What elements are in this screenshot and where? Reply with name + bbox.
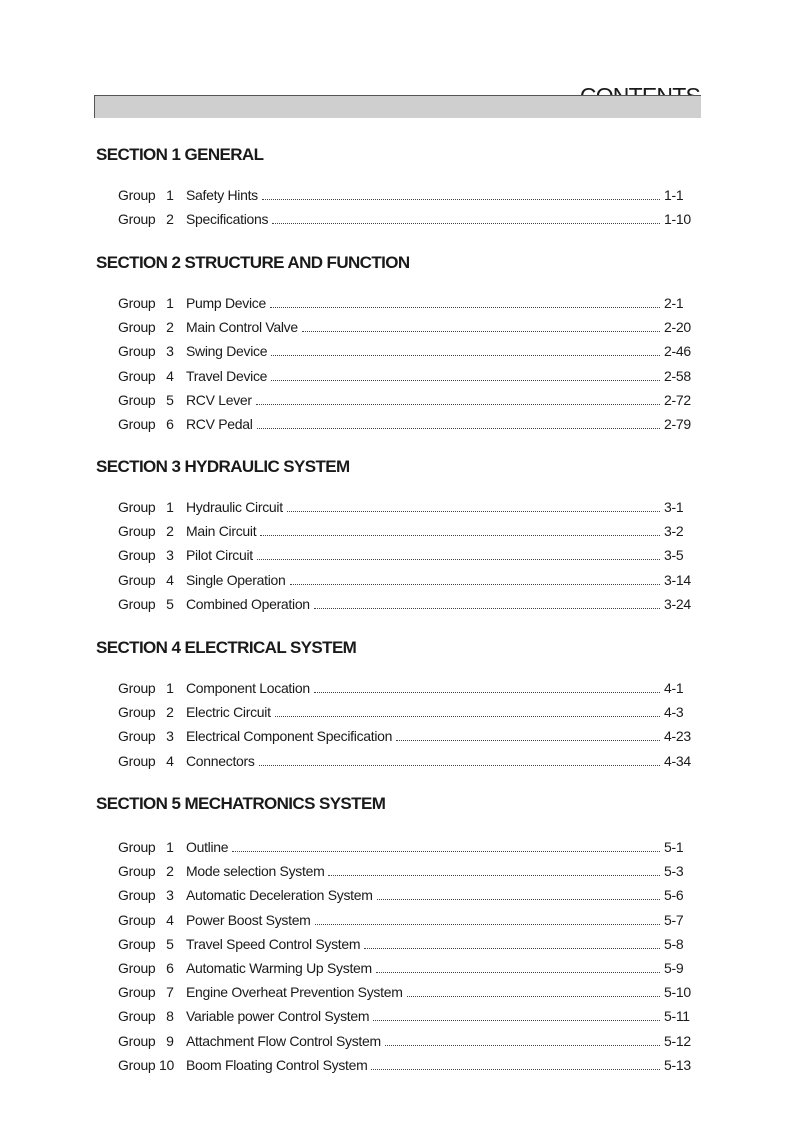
toc-entry[interactable] xyxy=(96,568,696,592)
toc-entry[interactable] xyxy=(96,859,696,883)
dot-leader xyxy=(371,1068,660,1070)
toc-entry[interactable] xyxy=(96,1004,696,1028)
page-number: 4-3 xyxy=(664,704,684,721)
toc-entry[interactable] xyxy=(96,183,696,207)
toc-entry[interactable] xyxy=(96,883,696,907)
toc-entry[interactable] xyxy=(96,339,696,363)
group-label: Group 5 xyxy=(118,935,174,952)
entry-title: Attachment Flow Control System xyxy=(186,1032,381,1049)
group-label: Group 8 xyxy=(118,1008,174,1025)
group-label: Group 2 xyxy=(118,863,174,880)
page-number: 2-20 xyxy=(664,319,691,336)
entry-title: RCV Lever xyxy=(186,391,252,408)
group-label: Group 5 xyxy=(118,595,174,612)
dot-leader xyxy=(262,198,660,200)
page-number: 3-2 xyxy=(664,523,684,540)
dot-leader xyxy=(290,583,661,585)
page-number: 5-9 xyxy=(664,959,684,976)
dot-leader xyxy=(328,874,660,876)
toc-entry[interactable] xyxy=(96,724,696,748)
toc-section xyxy=(96,636,696,773)
toc-section xyxy=(96,455,696,616)
entry-title: Electric Circuit xyxy=(186,704,271,721)
toc-entry[interactable] xyxy=(96,676,696,700)
toc-section xyxy=(96,251,696,436)
dot-leader xyxy=(314,607,660,609)
group-label: Group 1 xyxy=(118,839,174,855)
group-label: Group 5 xyxy=(118,391,174,408)
dot-leader xyxy=(314,691,660,693)
group-label: Group 2 xyxy=(118,523,174,540)
dot-leader xyxy=(256,403,660,405)
group-label: Group 9 xyxy=(118,1032,174,1049)
dot-leader xyxy=(257,427,660,429)
group-label: Group 3 xyxy=(118,547,174,564)
entry-title: RCV Pedal xyxy=(186,415,253,432)
toc-entry[interactable] xyxy=(96,1053,696,1077)
entry-title: Engine Overheat Prevention System xyxy=(186,984,403,1001)
entry-title: Safety Hints xyxy=(186,187,258,203)
dot-leader xyxy=(315,923,660,925)
group-label: Group 2 xyxy=(118,319,174,336)
group-label: Group 2 xyxy=(118,704,174,721)
entry-title: Electrical Component Specification xyxy=(186,728,393,745)
entry-title: Single Operation xyxy=(186,571,286,588)
toc-section xyxy=(96,143,696,231)
page-number: 5-8 xyxy=(664,935,684,952)
page-number: 2-72 xyxy=(664,391,691,408)
toc-entry-list xyxy=(96,291,696,436)
toc-entry[interactable] xyxy=(96,1029,696,1053)
entry-title: Power Boost System xyxy=(186,911,311,928)
entry-title: Swing Device xyxy=(186,343,268,360)
entry-title: Specifications xyxy=(186,211,269,228)
dot-leader xyxy=(373,1019,660,1021)
entry-title: Combined Operation xyxy=(186,595,310,612)
page-number: 5-6 xyxy=(664,887,684,904)
toc-entry-list xyxy=(96,676,696,773)
dot-leader xyxy=(260,534,660,536)
group-label: Group 3 xyxy=(118,343,174,360)
entry-title: Automatic Deceleration System xyxy=(186,887,373,904)
page-number: 2-1 xyxy=(664,295,684,311)
entry-title: Main Control Valve xyxy=(186,319,298,336)
toc-entry[interactable] xyxy=(96,749,696,773)
toc-entry[interactable] xyxy=(96,315,696,339)
toc-entry[interactable] xyxy=(96,956,696,980)
page-number: 4-34 xyxy=(664,752,691,769)
entry-title: Hydraulic Circuit xyxy=(186,499,283,515)
page-number: 3-5 xyxy=(664,547,684,564)
entry-title: Travel Speed Control System xyxy=(186,935,361,952)
dot-leader xyxy=(396,739,660,741)
page-number: 4-1 xyxy=(664,680,684,696)
entry-title: Pilot Circuit xyxy=(186,547,253,564)
dot-leader xyxy=(302,330,660,332)
entry-title: Pump Device xyxy=(186,295,266,311)
dot-leader xyxy=(376,971,660,973)
toc-entry[interactable] xyxy=(96,835,696,859)
entry-title: Automatic Warming Up System xyxy=(186,959,372,976)
toc-entry-list xyxy=(96,495,696,616)
section-heading: SECTION 3 HYDRAULIC SYSTEM xyxy=(96,457,350,476)
entry-title: Travel Device xyxy=(186,367,268,384)
group-label: Group 10 xyxy=(118,1056,174,1073)
dot-leader xyxy=(270,306,660,308)
dot-leader xyxy=(407,995,660,997)
group-label: Group 4 xyxy=(118,911,174,928)
toc-entry[interactable] xyxy=(96,388,696,412)
page-number: 3-1 xyxy=(664,499,684,515)
section-heading: SECTION 1 GENERAL xyxy=(96,145,264,164)
dot-leader xyxy=(257,558,660,560)
toc-section xyxy=(96,792,696,1077)
dot-leader xyxy=(232,850,660,852)
section-heading: SECTION 2 STRUCTURE AND FUNCTION xyxy=(96,253,410,272)
entry-title: Variable power Control System xyxy=(186,1008,370,1025)
group-label: Group 7 xyxy=(118,984,174,1001)
group-label: Group 6 xyxy=(118,959,174,976)
page-number: 1-10 xyxy=(664,211,691,228)
section-heading: SECTION 5 MECHATRONICS SYSTEM xyxy=(96,794,386,813)
page-number: 4-23 xyxy=(664,728,691,745)
entry-title: Component Location xyxy=(186,680,310,696)
toc-entry[interactable] xyxy=(96,980,696,1004)
page-number: 5-1 xyxy=(664,839,684,855)
dot-leader xyxy=(272,222,660,224)
page-number: 2-58 xyxy=(664,367,691,384)
toc-entry[interactable] xyxy=(96,543,696,567)
entry-title: Mode selection System xyxy=(186,863,325,880)
page-number: 5-3 xyxy=(664,863,684,880)
page-number: 2-46 xyxy=(664,343,691,360)
title-bar xyxy=(94,95,701,118)
entry-title: Outline xyxy=(186,839,229,855)
group-label: Group 1 xyxy=(118,499,174,515)
dot-leader xyxy=(259,764,660,766)
page-number: 3-14 xyxy=(664,571,691,588)
dot-leader xyxy=(287,510,660,512)
toc-entry[interactable] xyxy=(96,700,696,724)
group-label: Group 1 xyxy=(118,680,174,696)
page-number: 5-7 xyxy=(664,911,684,928)
group-label: Group 3 xyxy=(118,728,174,745)
page-number: 1-1 xyxy=(664,187,684,203)
toc-entry[interactable] xyxy=(96,495,696,519)
group-label: Group 2 xyxy=(118,211,174,228)
page-number: 3-24 xyxy=(664,595,691,612)
page-number: 5-11 xyxy=(664,1008,690,1025)
dot-leader xyxy=(275,715,660,717)
page-number: 2-79 xyxy=(664,415,691,432)
group-label: Group 1 xyxy=(118,187,174,203)
group-label: Group 3 xyxy=(118,887,174,904)
entry-title: Connectors xyxy=(186,752,255,769)
toc-entry[interactable] xyxy=(96,519,696,543)
dot-leader xyxy=(271,379,660,381)
toc-entry[interactable] xyxy=(96,908,696,932)
page-number: 5-13 xyxy=(664,1056,691,1073)
group-label: Group 4 xyxy=(118,571,174,588)
dot-leader xyxy=(271,354,660,356)
section-heading: SECTION 4 ELECTRICAL SYSTEM xyxy=(96,638,357,657)
entry-title: Main Circuit xyxy=(186,523,257,540)
toc-entry[interactable] xyxy=(96,364,696,388)
group-label: Group 4 xyxy=(118,367,174,384)
toc-entry[interactable] xyxy=(96,207,696,231)
dot-leader xyxy=(385,1044,660,1046)
entry-title: Boom Floating Control System xyxy=(186,1056,368,1073)
toc-entry[interactable] xyxy=(96,932,696,956)
toc-entry[interactable] xyxy=(96,592,696,616)
group-label: Group 6 xyxy=(118,415,174,432)
group-label: Group 1 xyxy=(118,295,174,311)
toc-entry-list xyxy=(96,835,696,1077)
page-number: 5-10 xyxy=(664,984,691,1001)
toc-entry-list xyxy=(96,183,696,231)
group-label: Group 4 xyxy=(118,752,174,769)
toc-entry[interactable] xyxy=(96,291,696,315)
toc-entry[interactable] xyxy=(96,412,696,436)
dot-leader xyxy=(364,947,660,949)
dot-leader xyxy=(377,898,660,900)
page-number: 5-12 xyxy=(664,1032,691,1049)
